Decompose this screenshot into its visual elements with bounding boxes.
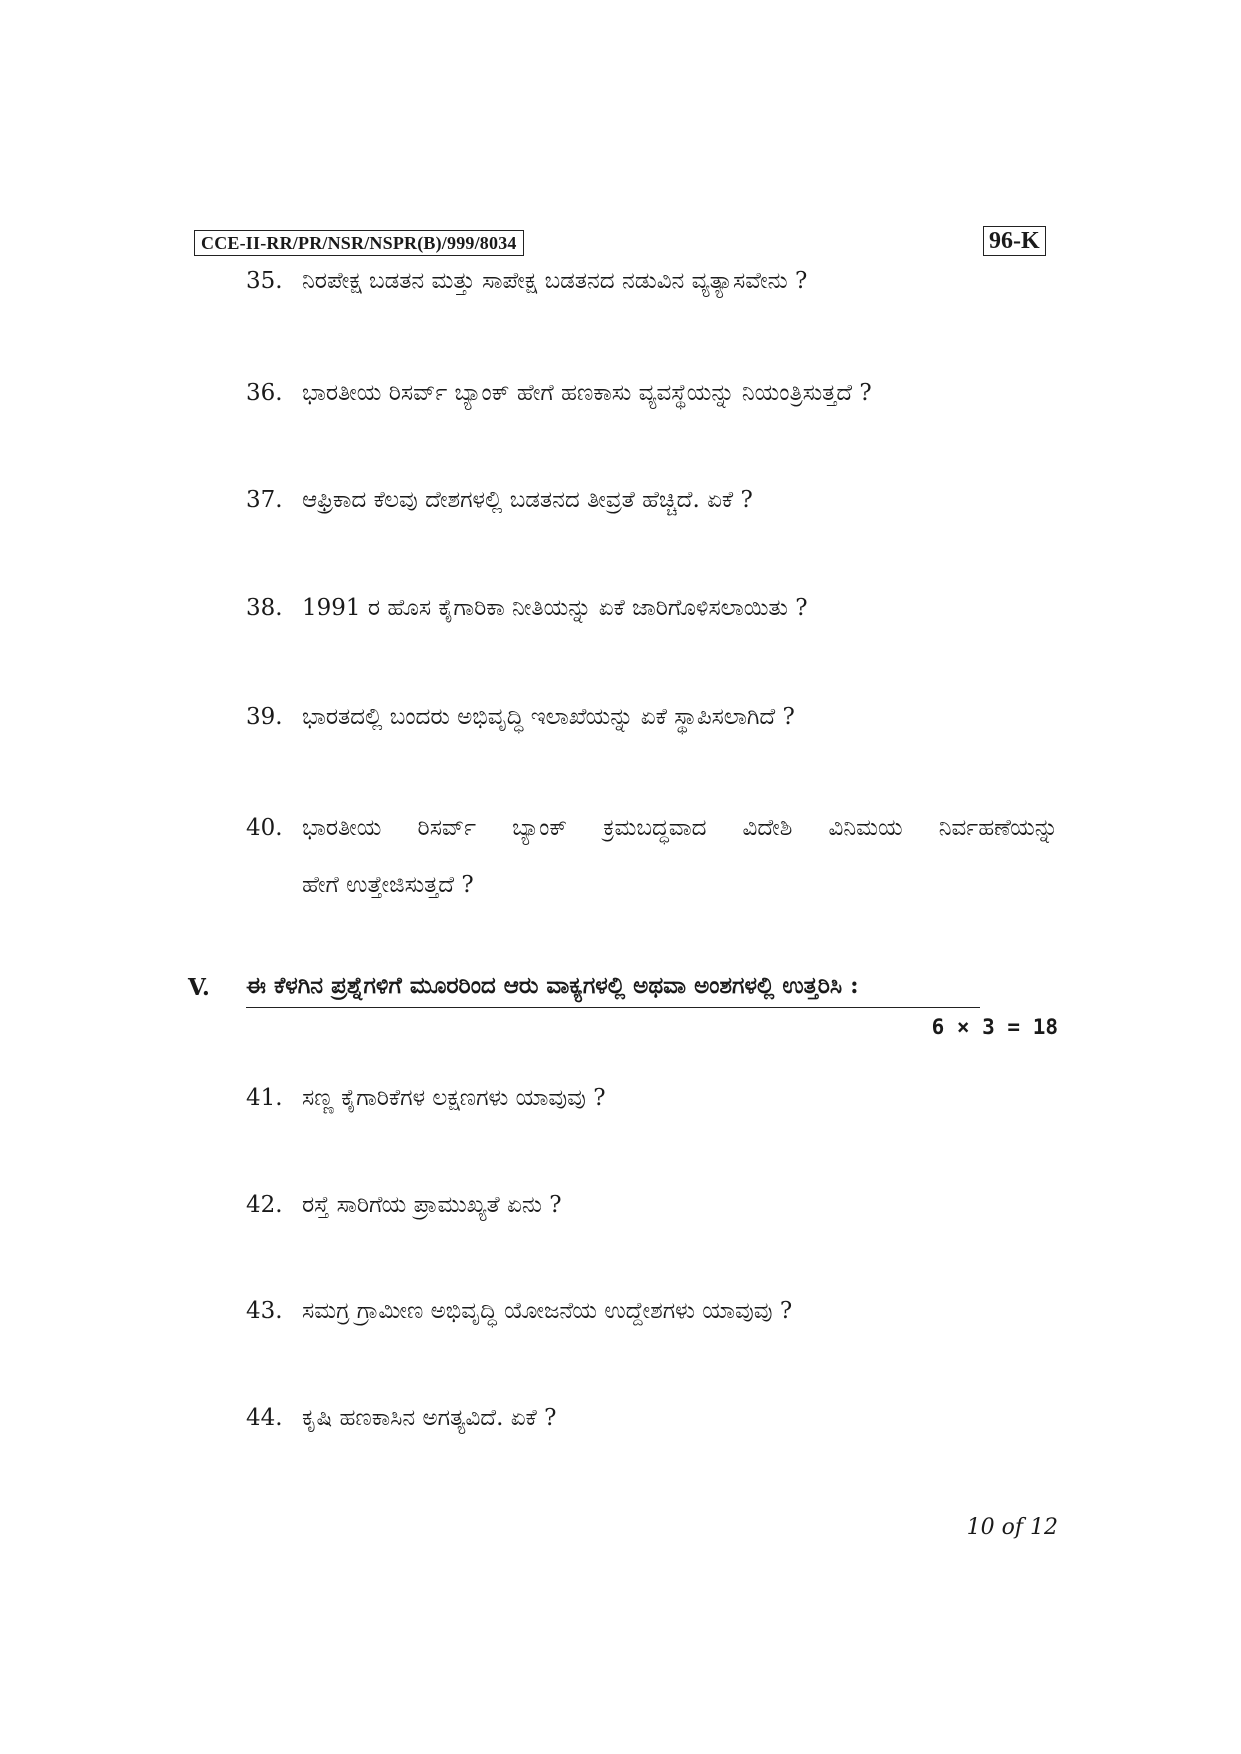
- section-marks: 6 × 3 = 18: [931, 1015, 1058, 1039]
- question-paper-code: CCE-II-RR/PR/NSR/NSPR(B)/999/8034: [194, 230, 524, 256]
- question-text: ಸಣ್ಣ ಕೈಗಾರಿಕೆಗಳ ಲಕ್ಷಣಗಳು ಯಾವುವು ?: [302, 1085, 606, 1111]
- question-text: ರಸ್ತೆ ಸಾರಿಗೆಯ ಪ್ರಾಮುಖ್ಯತೆ ಏನು ?: [302, 1192, 562, 1218]
- question-number: 35.: [246, 268, 283, 294]
- question-item: [246, 1190, 562, 1220]
- question-number: 36.: [246, 380, 283, 406]
- section-number: V.: [188, 974, 210, 1001]
- page-number: 10 of 12: [966, 1515, 1058, 1540]
- question-number: 43.: [246, 1298, 283, 1324]
- question-item: [246, 1083, 606, 1113]
- question-item: [246, 266, 807, 296]
- question-number: 37.: [246, 487, 283, 513]
- question-item: [246, 378, 872, 408]
- question-text: ನಿರಪೇಕ್ಷ ಬಡತನ ಮತ್ತು ಸಾಪೇಕ್ಷ ಬಡತನದ ನಡುವಿನ ವ್ಯತ್ಯಾಸವೇನು ?: [302, 268, 808, 294]
- question-text-line-1: ಭಾರತೀಯ ರಿಸರ್ವ್ ಬ್ಯಾಂಕ್ ಕ್ರಮಬದ್ಧವಾದ ವಿದೇಶಿ ವಿನಿಮಯ ನಿರ್ವಹಣೆಯನ್ನು: [302, 815, 1058, 841]
- question-text: ಭಾರತೀಯ ರಿಸರ್ವ್ ಬ್ಯಾಂಕ್ ಹೇಗೆ ಹಣಕಾಸು ವ್ಯವಸ್ಥೆಯನ್ನು ನಿಯಂತ್ರಿಸುತ್ತದೆ ?: [302, 380, 872, 406]
- question-number: 44.: [246, 1405, 283, 1431]
- question-number: 41.: [246, 1085, 283, 1111]
- question-number: 40.: [246, 815, 283, 841]
- question-text: ಆಫ್ರಿಕಾದ ಕೆಲವು ದೇಶಗಳಲ್ಲಿ ಬಡತನದ ತೀವ್ರತೆ ಹೆಚ್ಚಿದೆ. ಏಕೆ ?: [302, 487, 753, 513]
- question-item: [246, 813, 1058, 843]
- question-text: ಭಾರತದಲ್ಲಿ ಬಂದರು ಅಭಿವೃದ್ಧಿ ಇಲಾಖೆಯನ್ನು ಏಕೆ ಸ್ಥಾಪಿಸಲಾಗಿದೆ ?: [302, 704, 795, 730]
- paper-version-tag: 96-K: [983, 226, 1046, 256]
- question-item: [246, 1403, 556, 1433]
- question-text-line-2: ಹೇಗೆ ಉತ್ತೇಜಿಸುತ್ತದೆ ?: [302, 872, 474, 898]
- question-number: 38.: [246, 595, 283, 621]
- question-item: [246, 593, 808, 623]
- question-item: [246, 485, 753, 515]
- question-number: 42.: [246, 1192, 283, 1218]
- section-instruction: ಈ ಕೆಳಗಿನ ಪ್ರಶ್ನೆಗಳಿಗೆ ಮೂರರಿಂದ ಆರು ವಾಕ್ಯಗಳಲ್ಲಿ ಅಥವಾ ಅಂಶಗಳಲ್ಲಿ ಉತ್ತರಿಸಿ :: [246, 971, 980, 1008]
- question-text: ಕೃಷಿ ಹಣಕಾಸಿನ ಅಗತ್ಯವಿದೆ. ಏಕೆ ?: [302, 1405, 557, 1431]
- question-text: ಸಮಗ್ರ ಗ್ರಾಮೀಣ ಅಭಿವೃದ್ಧಿ ಯೋಜನೆಯ ಉದ್ದೇಶಗಳು ಯಾವುವು ?: [302, 1298, 793, 1324]
- question-item: [246, 702, 795, 732]
- question-text: 1991 ರ ಹೊಸ ಕೈಗಾರಿಕಾ ನೀತಿಯನ್ನು ಏಕೆ ಜಾರಿಗೊಳಿಸಲಾಯಿತು ?: [302, 595, 808, 621]
- question-number: 39.: [246, 704, 283, 730]
- question-item: [246, 1296, 792, 1326]
